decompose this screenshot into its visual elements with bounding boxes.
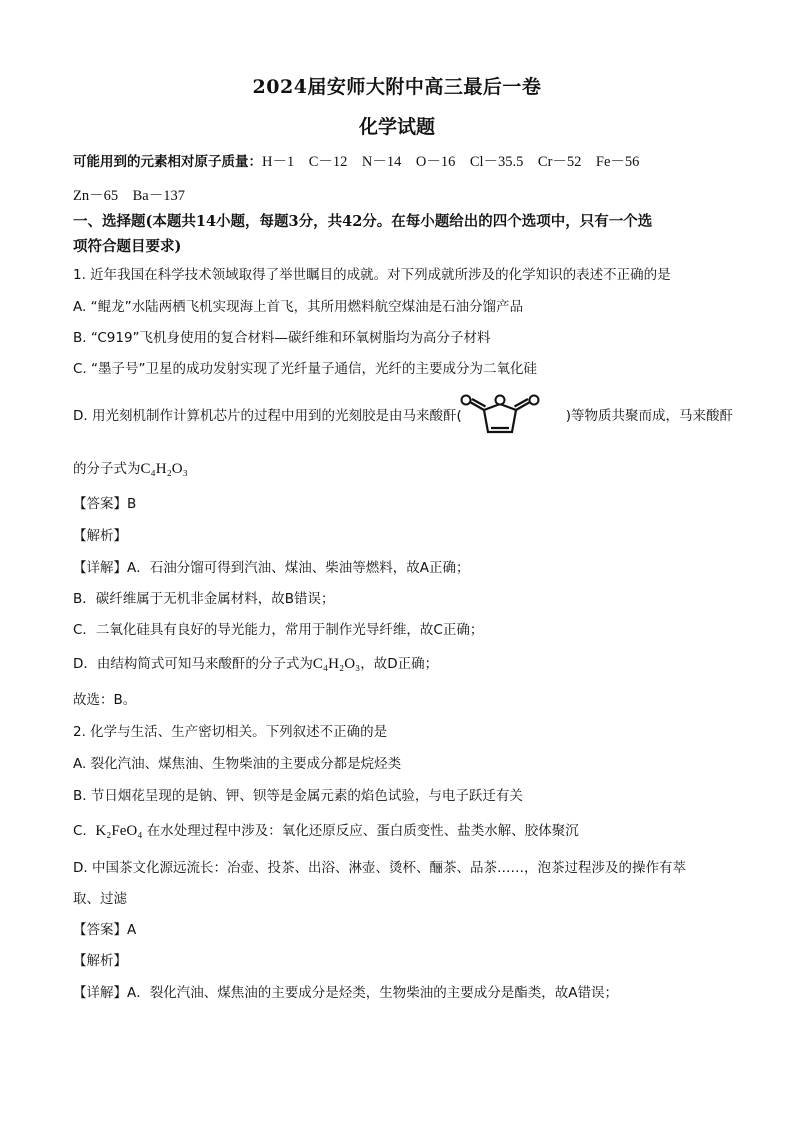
q2-option-c: [73, 821, 579, 841]
q1-option-b: B. “C919”飞机身使用的复合材料—碳纤维和环氧树脂均为高分子材料: [73, 330, 491, 346]
q2-option-a: A. 裂化汽油、煤焦油、生物柴油的主要成分都是烷烃类: [73, 756, 402, 772]
q1-detail-d-part2: ，故D正确；: [360, 656, 439, 672]
q1-detail-d-part1: D．由结构简式可知马来酸酐的分子式为: [73, 656, 313, 672]
q2-detail-a: 【详解】A．裂化汽油、煤焦油的主要成分是烃类，生物柴油的主要成分是酯类，故A错误；: [73, 985, 618, 1001]
section-heading-line-2: 项符合题目要求): [73, 238, 182, 255]
q2-analysis-label: 【解析】: [73, 953, 127, 969]
q2-stem: 2. 化学与生活、生产密切相关。下列叙述不正确的是: [73, 724, 388, 740]
q1-option-d-formula: C₄H₂O₃: [140, 461, 188, 477]
q1-option-d-cont: 的分子式为: [73, 461, 141, 477]
q2-option-c-rest: 在水处理过程中涉及：氧化还原反应、蛋白质变性、盐类水解、胶体聚沉: [146, 823, 579, 839]
q1-option-d-part2: )等物质共聚而成，马来酸酐: [565, 408, 734, 424]
q1-stem: 1. 近年我国在科学技术领域取得了举世瞩目的成就。对下列成就所涉及的化学知识的表述不正确的是: [73, 267, 671, 283]
subject-title: 化学试题: [358, 116, 435, 138]
q2-option-c-formula: K₂FeO₄: [95, 823, 143, 839]
q2-answer: 【答案】A: [73, 922, 137, 938]
q2-option-b: B. 节日烟花呈现的是钠、钾、钡等是金属元素的焰色试验，与电子跃迁有关: [73, 788, 523, 804]
q1-conclusion: 故选：B。: [73, 692, 137, 708]
q2-option-d-line-1: D. 中国茶文化源远流长：冶壶、投茶、出浴、淋壶、烫杯、酾茶、品茶……，泡茶过程涉及的操作有萃: [73, 860, 686, 876]
q1-detail-b: B．碳纤维属于无机非金属材料，故B错误；: [73, 591, 335, 607]
q1-option-d-line-1: [73, 406, 733, 426]
section-heading-line-1: 一、选择题(本题共14小题，每题3分，共42分。在每小题给出的四个选项中，只有一个选: [73, 213, 653, 230]
q1-detail-c: C．二氧化硅具有良好的导光能力，常用于制作光导纤维，故C正确；: [73, 622, 484, 638]
atomic-masses-line-1: [73, 152, 639, 172]
page-title: 2024届安师大附中高三最后一卷: [252, 76, 542, 98]
q1-option-a: A. “鲲龙”水陆两栖飞机实现海上首飞，其所用燃料航空煤油是石油分馏产品: [73, 299, 524, 315]
q1-option-c: C. “墨子号”卫星的成功发射实现了光纤量子通信，光纤的主要成分为二氧化硅: [73, 361, 537, 377]
q1-analysis-label: 【解析】: [73, 528, 127, 544]
q1-detail-d-formula: C₄H₂O₃: [312, 656, 361, 672]
atomic-masses-values-1: H－1 C－12 N－14 O－16 Cl－35.5 Cr－52 Fe－56: [262, 154, 640, 170]
q1-answer: 【答案】B: [73, 496, 137, 512]
q2-option-d-line-2: 取、过滤: [73, 891, 127, 907]
atomic-masses-label: 可能用到的元素相对原子质量：: [73, 154, 262, 170]
maleic-anhydride-structure-icon: [448, 392, 552, 442]
atomic-masses-line-2: Zn－65 Ba－137: [73, 188, 185, 204]
q1-detail-d: [73, 654, 438, 674]
q1-option-d-line-2: [73, 459, 188, 479]
q1-detail-a: 【详解】A．石油分馏可得到汽油、煤油、柴油等燃料，故A正确；: [73, 560, 470, 576]
q2-option-c-prefix: C.: [73, 823, 87, 839]
q1-option-d-part1: D. 用光刻机制作计算机芯片的过程中用到的光刻胶是由马来酸酐(: [73, 408, 462, 424]
